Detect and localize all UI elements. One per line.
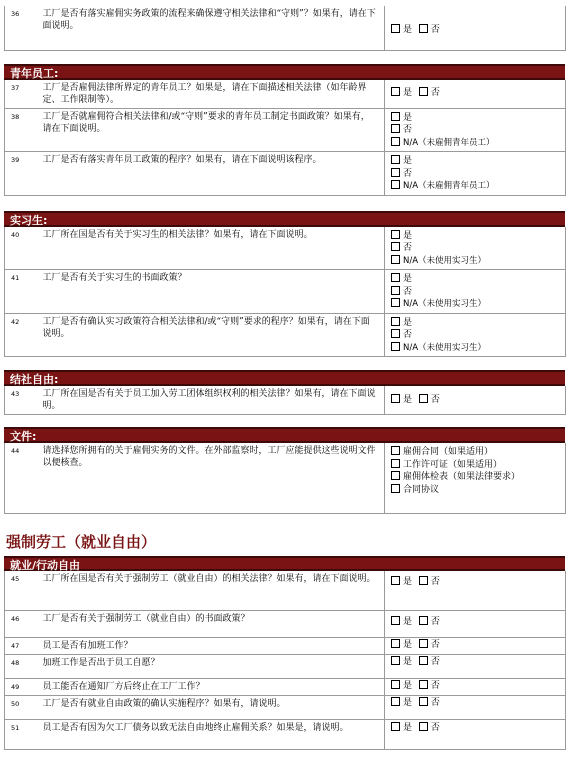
- na-checkbox[interactable]: [391, 137, 400, 146]
- question-row-47: [5, 638, 566, 655]
- no-checkbox[interactable]: [419, 24, 428, 33]
- answer-cell: [385, 655, 566, 679]
- question-text: 工厂是否有关于强制劳工（就业自由）的书面政策？: [41, 611, 385, 638]
- forced-labor-table: [4, 571, 566, 751]
- yes-label: 是: [403, 274, 413, 284]
- question-text: 工厂是否雇佣法律所界定的青年员工？如果是，请在下面描述相关法律（如年龄界定、工作限制等）。: [41, 80, 385, 109]
- question-text: 加班工作是否出于员工自愿？: [41, 655, 385, 679]
- answer-cell: [385, 720, 566, 750]
- no-label: 否: [403, 125, 413, 135]
- question-number: 50: [5, 696, 41, 720]
- answer-cell: [385, 270, 566, 314]
- yes-label: 是: [403, 112, 413, 123]
- question-text: 请选择您所拥有的关于雇佣实务的文件。在外部监察时，工厂应能提供这些说明文件以便核查。: [41, 443, 385, 513]
- document-checkbox[interactable]: [391, 446, 400, 455]
- yes-label: 是: [403, 317, 413, 328]
- question-number: 37: [5, 80, 41, 109]
- question-row-44: [5, 443, 566, 513]
- section-header-freedom: 就业/行动自由: [4, 556, 565, 571]
- yes-checkbox[interactable]: [391, 317, 400, 326]
- question-row-48: [5, 655, 566, 679]
- yes-label: 是: [403, 640, 413, 650]
- answer-cell: [385, 386, 566, 415]
- answer-cell: [385, 638, 566, 655]
- question-number: 44: [5, 443, 41, 513]
- answer-cell: [385, 80, 566, 109]
- no-label: 否: [430, 395, 440, 405]
- questionnaire-page: [4, 6, 565, 750]
- document-checkbox[interactable]: [391, 484, 400, 493]
- document-checkbox[interactable]: [391, 471, 400, 480]
- no-label: 否: [403, 243, 413, 253]
- question-text: 工厂是否有就业自由政策的确认实施程序？如果有，请说明。: [41, 696, 385, 720]
- section-header-association: 结社自由:: [4, 370, 565, 386]
- question-row-43: [5, 386, 566, 415]
- question-number: 45: [5, 571, 41, 611]
- yes-checkbox[interactable]: [391, 87, 400, 96]
- na-label: N/A（未雇佣青年员工）: [403, 137, 495, 148]
- answer-cell: [385, 108, 566, 152]
- na-label: N/A（未使用实习生）: [403, 255, 487, 266]
- no-label: 否: [403, 330, 413, 340]
- answer-cell: [385, 313, 566, 357]
- yes-checkbox[interactable]: [391, 155, 400, 164]
- youth-table: [4, 80, 566, 196]
- question-row-36: [5, 6, 566, 50]
- question-number: 47: [5, 638, 41, 655]
- document-option-label: 合同协议: [403, 484, 440, 495]
- yes-label: 是: [403, 25, 413, 35]
- no-label: 否: [430, 576, 440, 587]
- yes-label: 是: [403, 681, 413, 691]
- na-label: N/A（未雇佣青年员工）: [403, 181, 495, 191]
- question-row-45: [5, 571, 566, 611]
- question-text: 员工是否有加班工作？: [41, 638, 385, 655]
- no-label: 否: [430, 87, 440, 98]
- yes-checkbox[interactable]: [391, 722, 400, 731]
- yes-label: 是: [403, 576, 413, 587]
- no-checkbox[interactable]: [419, 576, 428, 585]
- question-number: 42: [5, 313, 41, 357]
- document-option-label: 雇佣合同（如果适用）: [403, 447, 494, 457]
- answer-cell: [385, 696, 566, 720]
- na-checkbox[interactable]: [391, 180, 400, 189]
- question-number: 39: [5, 152, 41, 196]
- answer-cell: [385, 227, 566, 270]
- no-checkbox[interactable]: [419, 616, 428, 625]
- document-option-label: 雇佣体检表（如果法律要求）: [403, 472, 521, 482]
- question-text: 工厂所在国是否有关于实习生的相关法律？如果有，请在下面说明。: [41, 227, 385, 270]
- question-row-42: [5, 313, 566, 357]
- na-checkbox[interactable]: [391, 298, 400, 307]
- yes-checkbox[interactable]: [391, 24, 400, 33]
- na-checkbox[interactable]: [391, 342, 400, 351]
- question-number: 49: [5, 679, 41, 696]
- question-row-40: [5, 227, 566, 270]
- no-label: 否: [430, 698, 440, 708]
- question-number: 40: [5, 227, 41, 270]
- no-label: 否: [403, 286, 413, 297]
- question-text: 工厂是否就雇佣符合相关法律和/或“守则”要求的青年员工制定书面政策？如果有，请在下面说明。: [41, 108, 385, 152]
- section-header-interns: 实习生:: [4, 211, 565, 227]
- document-checkbox[interactable]: [391, 459, 400, 468]
- question-number: 48: [5, 655, 41, 679]
- yes-label: 是: [403, 87, 413, 98]
- yes-checkbox[interactable]: [391, 112, 400, 121]
- yes-checkbox[interactable]: [391, 230, 400, 239]
- no-checkbox[interactable]: [419, 87, 428, 96]
- yes-label: 是: [403, 230, 413, 241]
- question-text: 员工是否有因为欠工厂债务以致无法自由地终止雇佣关系？如果是，请说明。: [41, 720, 385, 750]
- answer-cell: [385, 152, 566, 196]
- document-option-label: 工作许可证（如果适用）: [403, 459, 503, 470]
- interns-table: [4, 227, 566, 358]
- no-checkbox[interactable]: [419, 656, 428, 665]
- yes-label: 是: [403, 395, 413, 405]
- na-label: N/A（未使用实习生）: [403, 342, 487, 353]
- yes-checkbox[interactable]: [391, 656, 400, 665]
- na-checkbox[interactable]: [391, 255, 400, 264]
- na-label: N/A（未使用实习生）: [403, 299, 487, 309]
- question-text: 工厂所在国是否有关于强制劳工（就业自由）的相关法律？如果有，请在下面说明。: [41, 571, 385, 611]
- no-checkbox[interactable]: [419, 394, 428, 403]
- no-label: 否: [430, 25, 440, 35]
- answer-cell: [385, 443, 566, 513]
- question-number: 51: [5, 720, 41, 750]
- question-text: 工厂是否有落实青年员工政策的程序？如果有，请在下面说明该程序。: [41, 152, 385, 196]
- no-checkbox[interactable]: [419, 680, 428, 689]
- answer-cell: [385, 679, 566, 696]
- yes-label: 是: [403, 723, 413, 733]
- yes-checkbox[interactable]: [391, 273, 400, 282]
- no-checkbox[interactable]: [391, 329, 400, 338]
- question-text: 工厂是否有落实雇佣实务政策的流程来确保遵守相关法律和“守则”？如果有，请在下面说明。: [41, 6, 385, 50]
- question-row-41: [5, 270, 566, 314]
- yes-checkbox[interactable]: [391, 639, 400, 648]
- no-checkbox[interactable]: [419, 722, 428, 731]
- no-checkbox[interactable]: [391, 168, 400, 177]
- section-header-documents: 文件:: [4, 427, 565, 443]
- no-checkbox[interactable]: [391, 124, 400, 133]
- association-table: [4, 386, 566, 415]
- question-row-39: [5, 152, 566, 196]
- yes-checkbox[interactable]: [391, 616, 400, 625]
- documents-table: [4, 443, 566, 514]
- no-checkbox[interactable]: [419, 697, 428, 706]
- no-label: 否: [430, 617, 440, 627]
- yes-checkbox[interactable]: [391, 576, 400, 585]
- question-number: 46: [5, 611, 41, 638]
- no-label: 否: [430, 723, 440, 733]
- question-text: 工厂是否有确认实习政策符合相关法律和/或“守则”要求的程序？如果有，请在下面说明。: [41, 313, 385, 357]
- no-label: 否: [430, 640, 440, 650]
- yes-label: 是: [403, 617, 413, 627]
- question-row-50: [5, 696, 566, 720]
- answer-cell: [385, 6, 566, 50]
- page-section-title: 强制劳工（就业自由）: [6, 532, 157, 551]
- no-label: 否: [430, 657, 440, 667]
- question-row-37: [5, 80, 566, 109]
- section-header-youth: 青年员工:: [4, 64, 565, 80]
- yes-label: 是: [403, 156, 413, 166]
- question-row-51: [5, 720, 566, 750]
- no-checkbox[interactable]: [419, 639, 428, 648]
- question-text: 员工能否在通知厂方后终止在工厂工作？: [41, 679, 385, 696]
- question-row-38: [5, 108, 566, 152]
- no-checkbox[interactable]: [391, 286, 400, 295]
- question-number: 36: [5, 6, 41, 50]
- yes-label: 是: [403, 698, 413, 708]
- yes-checkbox[interactable]: [391, 697, 400, 706]
- yes-label: 是: [403, 657, 413, 667]
- question-text: 工厂所在国是否有关于员工加入劳工团体组织权利的相关法律？如果有，请在下面说明。: [41, 386, 385, 415]
- yes-checkbox[interactable]: [391, 394, 400, 403]
- no-label: 否: [403, 168, 413, 179]
- question-row-49: [5, 679, 566, 696]
- no-label: 否: [430, 681, 440, 691]
- question-number: 41: [5, 270, 41, 314]
- question-row-46: [5, 611, 566, 638]
- answer-cell: [385, 571, 566, 611]
- question-number: 38: [5, 108, 41, 152]
- question-number: 43: [5, 386, 41, 415]
- no-checkbox[interactable]: [391, 242, 400, 251]
- yes-checkbox[interactable]: [391, 680, 400, 689]
- answer-cell: [385, 611, 566, 638]
- question-text: 工厂是否有关于实习生的书面政策？: [41, 270, 385, 314]
- q36-table: [4, 6, 566, 51]
